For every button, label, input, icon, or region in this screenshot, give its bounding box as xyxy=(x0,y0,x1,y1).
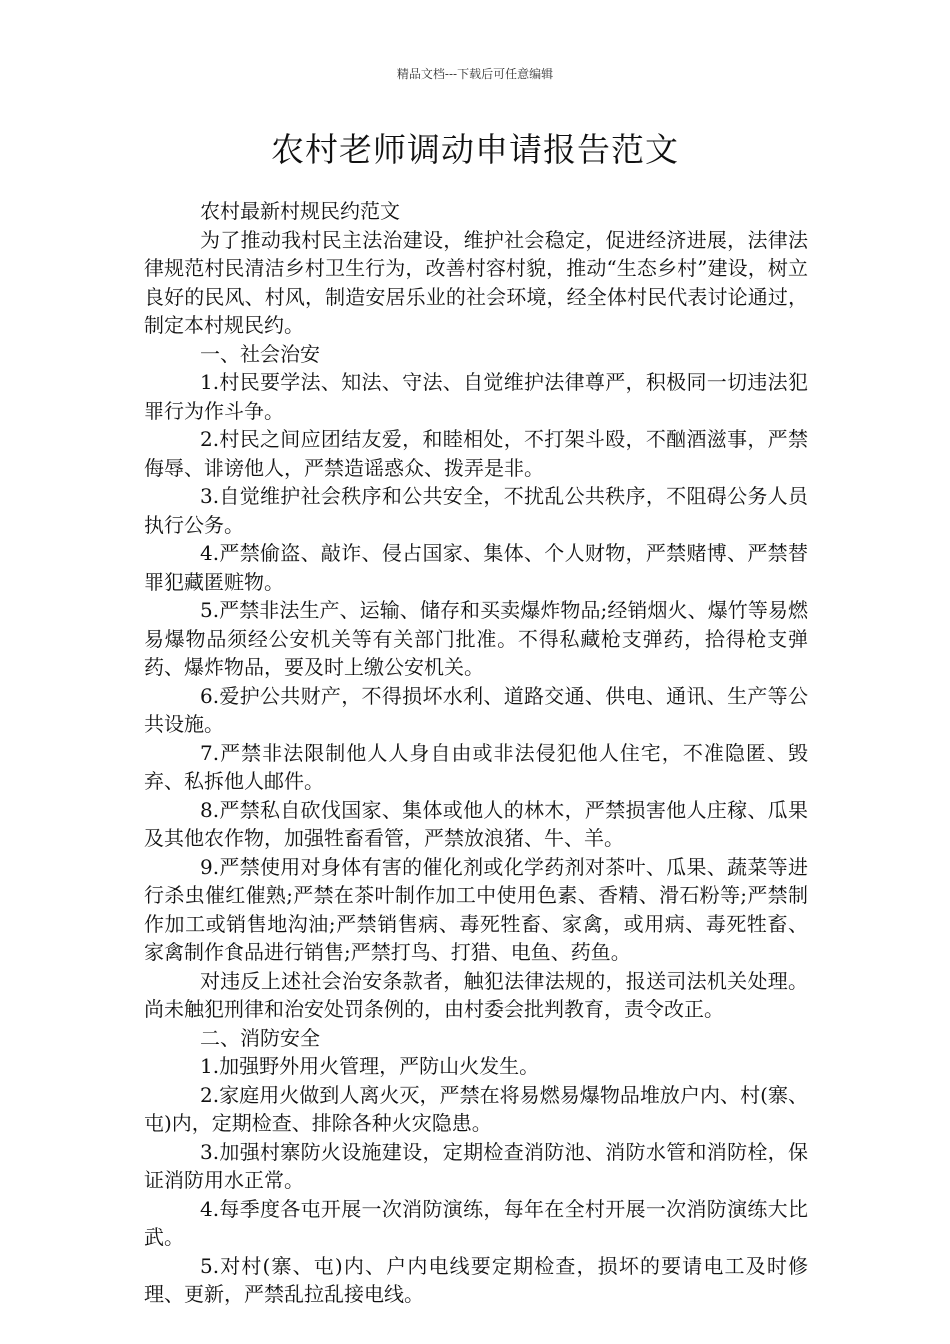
paragraph-item: 4.每季度各屯开展一次消防演练，每年在全村开展一次消防演练大比武。 xyxy=(144,1196,808,1249)
paragraph-item: 1.村民要学法、知法、守法、自觉维护法律尊严，积极同一切违法犯罪行为作斗争。 xyxy=(144,370,808,423)
paragraph-item: 7.严禁非法限制他人人身自由或非法侵犯他人住宅，不准隐匿、毁弃、私拆他人邮件。 xyxy=(144,740,808,793)
document-title: 农村老师调动申请报告范文 xyxy=(271,130,679,169)
document-body xyxy=(144,197,808,1309)
paragraph-item: 5.对村(寨、屯)内、户内电线要定期检查，损坏的要请电工及时修理、更新，严禁乱拉乱接电线。 xyxy=(144,1253,808,1306)
paragraph-item: 3.加强村寨防火设施建设，定期检查消防池、消防水管和消防栓，保证消防用水正常。 xyxy=(144,1139,808,1192)
paragraph-item: 2.家庭用火做到人离火灭，严禁在将易燃易爆物品堆放户内、村(寨、屯)内，定期检查、排除各种火灾隐患。 xyxy=(144,1082,808,1135)
paragraph-item: 5.严禁非法生产、运输、储存和买卖爆炸物品;经销烟火、爆竹等易燃易爆物品须经公安机关等有关部门批准。不得私藏枪支弹药，拾得枪支弹药、爆炸物品，要及时上缴公安机关。 xyxy=(144,598,808,679)
paragraph-item: 2.村民之间应团结友爱，和睦相处，不打架斗殴，不酗酒滋事，严禁侮辱、诽谤他人，严禁造谣惑众、拨弄是非。 xyxy=(144,427,808,480)
section-heading-fire-safety: 二、消防安全 xyxy=(200,1025,320,1050)
section-heading-public-security: 一、社会治安 xyxy=(200,341,320,366)
header-note: 精品文档---下载后可任意编辑 xyxy=(396,67,554,81)
paragraph-item: 9.严禁使用对身体有害的催化剂或化学药剂对茶叶、瓜果、蔬菜等进行杀虫催红催熟;严禁在茶叶制作加工中使用色素、香精、滑石粉等;严禁制作加工或销售地沟油;严禁销售病、毒死牲畜、家禽，或用病、毒死牲畜、家禽制作食品进行销售;严禁打鸟、打猎、电鱼、药鱼。 xyxy=(144,854,808,964)
paragraph-penalty: 对违反上述社会治安条款者，触犯法律法规的，报送司法机关处理。尚未触犯刑律和治安处罚条例的，由村委会批判教育，责令改正。 xyxy=(144,968,808,1021)
paragraph-item: 8.严禁私自砍伐国家、集体或他人的林木，严禁损害他人庄稼、瓜果及其他农作物，加强牲畜看管，严禁放浪猪、牛、羊。 xyxy=(144,797,808,850)
paragraph-item: 3.自觉维护社会秩序和公共安全，不扰乱公共秩序，不阻碍公务人员执行公务。 xyxy=(144,484,808,537)
paragraph-subtitle: 农村最新村规民约范文 xyxy=(200,199,400,223)
paragraph-intro: 为了推动我村民主法治建设，维护社会稳定，促进经济进展，法律法律规范村民清洁乡村卫生行为，改善村容村貌，推动“生态乡村”建设，树立良好的民风、村风，制造安居乐业的社会环境，经全体村民代表讨论通过，制定本村规民约。 xyxy=(144,227,808,337)
paragraph-item: 4.严禁偷盗、敲诈、侵占国家、集体、个人财物，严禁赌博、严禁替罪犯藏匿赃物。 xyxy=(144,541,808,594)
paragraph-item: 6.爱护公共财产，不得损坏水利、道路交通、供电、通讯、生产等公共设施。 xyxy=(144,683,808,736)
paragraph-item: 1.加强野外用火管理，严防山火发生。 xyxy=(200,1054,540,1078)
